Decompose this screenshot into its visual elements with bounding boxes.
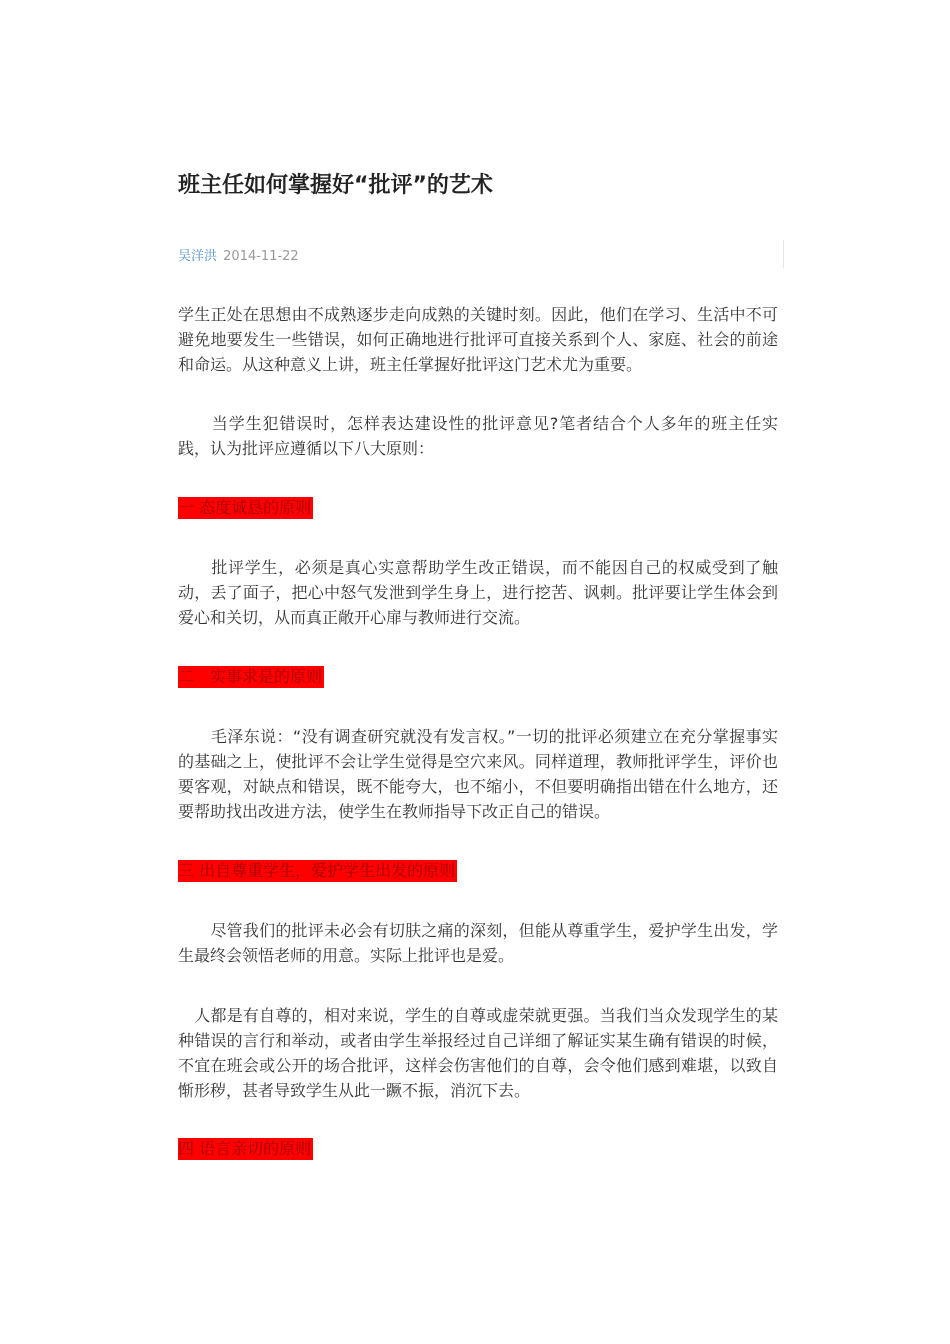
intro-paragraph: 学生正处在思想由不成熟逐步走向成熟的关键时刻。因此，他们在学习、生活中不可避免地要发生一些错误，如何正确地进行批评可直接关系到个人、家庭、社会的前途和命运。从这种意义上讲，班主任掌握好批评这门艺术尤为重要。: [178, 305, 778, 374]
section-heading-4: 四 语言亲切的原则: [178, 1139, 312, 1158]
divider: [783, 240, 784, 268]
section-1-paragraph: 批评学生，必须是真心实意帮助学生改正错误，而不能因自己的权威受到了触动，丢了面子，把心中怒气发泄到学生身上，进行挖苦、讽刺。批评要让学生体会到爱心和关切，从而真正敞开心扉与教师进行交流。: [178, 558, 778, 627]
lead-paragraph: 当学生犯错误时，怎样表达建设性的批评意见?笔者结合个人多年的班主任实践，认为批评应遵循以下八大原则：: [178, 414, 778, 458]
section-heading-1: 一 态度诚恳的原则: [178, 498, 312, 517]
section-2-paragraph: 毛泽东说：“没有调查研究就没有发言权。”一切的批评必须建立在充分掌握事实的基础之上，使批评不会让学生觉得是空穴来风。同样道理，教师批评学生，评价也要客观，对缺点和错误，既不能夸大，也不缩小，不但要明确指出错在什么地方，还要帮助找出改进方法，使学生在教师指导下改正自己的错误。: [178, 727, 778, 821]
section-heading-2: 二 实事求是的原则: [178, 667, 323, 686]
article-title: 班主任如何掌握好“批评”的艺术: [178, 173, 493, 198]
publish-date: 2014-11-22: [223, 249, 299, 264]
section-3-paragraph-1: 尽管我们的批评未必会有切肤之痛的深刻，但能从尊重学生，爱护学生出发，学生最终会领悟老师的用意。实际上批评也是爱。: [178, 921, 778, 965]
article-meta: [178, 245, 299, 264]
author-link[interactable]: 吴洋洪: [178, 249, 218, 264]
section-heading-3: 三 出自尊重学生，爱护学生出发的原则: [178, 861, 456, 880]
section-3-paragraph-2: 人都是有自尊的，相对来说，学生的自尊或虚荣就更强。当我们当众发现学生的某种错误的言行和举动，或者由学生举报经过自己详细了解证实某生确有错误的时候，不宜在班会或公开的场合批评，这样会伤害他们的自尊，会令他们感到难堪，以致自惭形秽，甚者导致学生从此一蹶不振，消沉下去。: [178, 1006, 778, 1100]
